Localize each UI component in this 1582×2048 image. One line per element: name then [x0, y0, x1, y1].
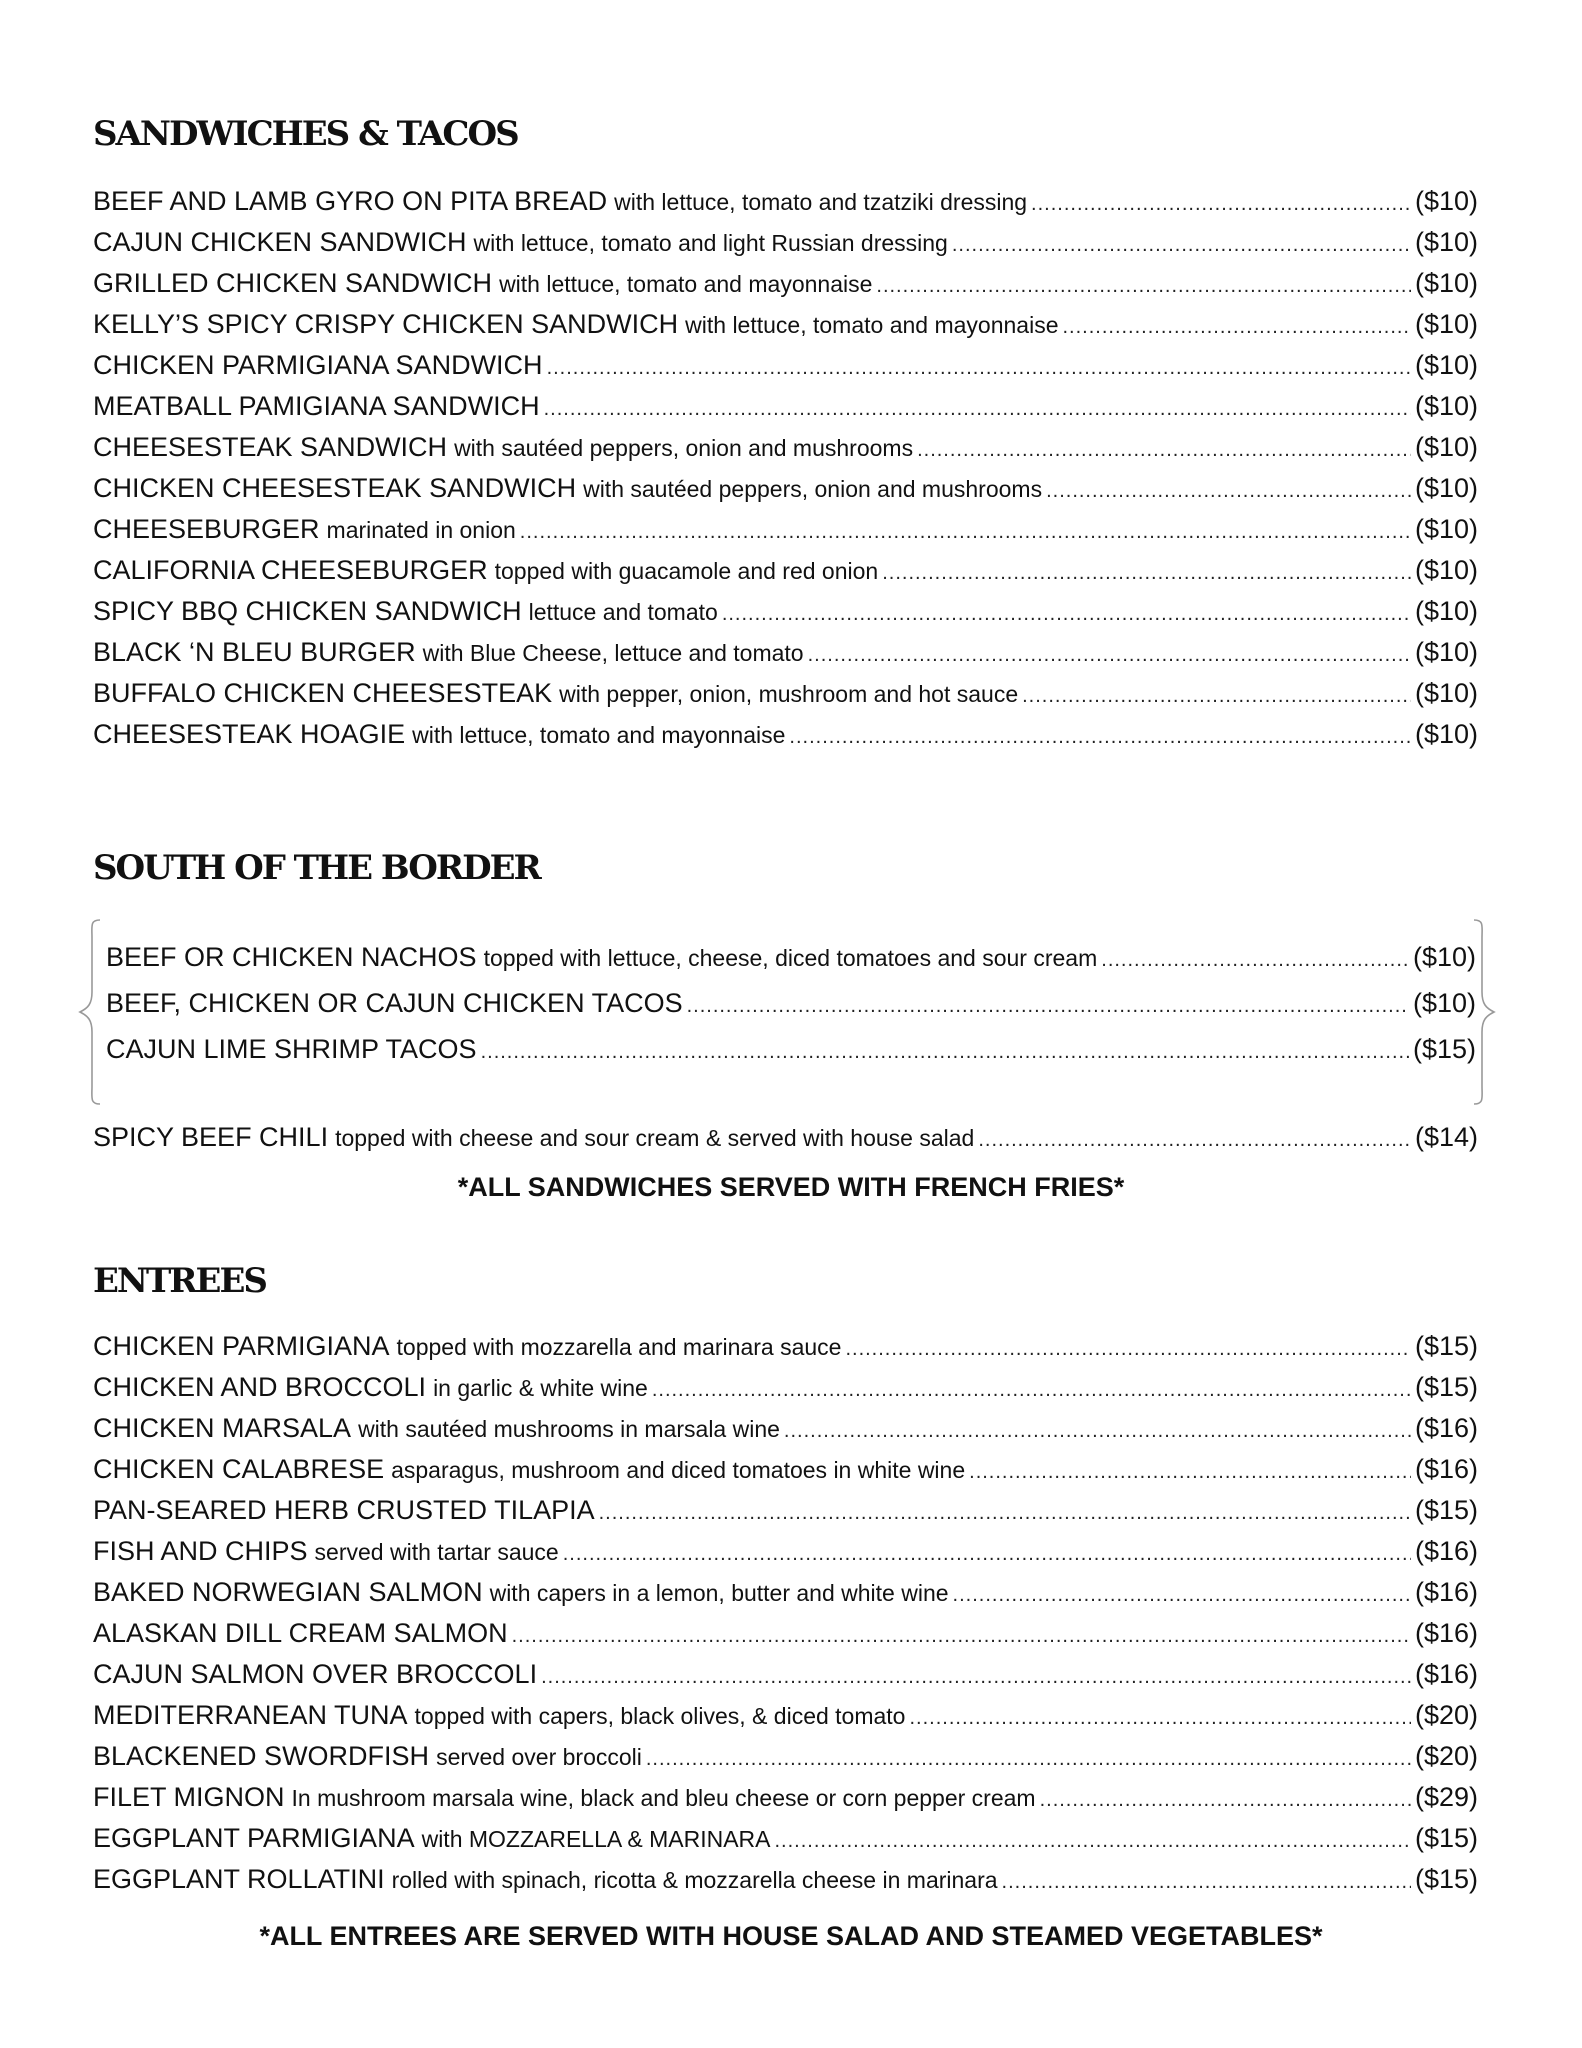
menu-item-name: CHICKEN CALABRESE: [93, 1454, 385, 1484]
chili-list: [93, 1122, 1478, 1163]
menu-item-name: CAJUN SALMON OVER BROCCOLI: [93, 1659, 538, 1689]
nachos-tacos-group: [78, 918, 1503, 1106]
menu-item-name: FISH AND CHIPS: [93, 1536, 308, 1566]
menu-item-name: CHICKEN CHEESESTEAK SANDWICH: [93, 473, 577, 503]
menu-item-description: marinated in onion: [326, 517, 516, 543]
menu-item-description: with capers in a lemon, butter and white wine: [489, 1580, 949, 1606]
menu-item: [93, 1331, 1478, 1372]
menu-item-name: CHICKEN MARSALA: [93, 1413, 352, 1443]
menu-item-name: BEEF AND LAMB GYRO ON PITA BREAD: [93, 186, 608, 216]
menu-item-name: CAJUN LIME SHRIMP TACOS: [106, 1034, 477, 1064]
menu-item-description: in garlic & white wine: [433, 1375, 648, 1401]
menu-item-description: topped with guacamole and red onion: [494, 558, 879, 584]
menu-item: [106, 988, 1476, 1034]
dot-leader: [953, 1584, 1411, 1607]
menu-item: [93, 1700, 1478, 1741]
menu-item: [93, 1577, 1478, 1618]
menu-item: [93, 1782, 1478, 1823]
dot-leader: [909, 1707, 1410, 1730]
dot-leader: [952, 234, 1411, 257]
menu-item-price: ($10): [1414, 432, 1478, 462]
menu-item-name: BAKED NORWEGIAN SALMON: [93, 1577, 483, 1607]
menu-item-name: CHEESEBURGER: [93, 514, 320, 544]
menu-item-price: ($10): [1414, 596, 1478, 626]
dot-leader: [789, 726, 1411, 749]
menu-item-name: CHICKEN PARMIGIANA: [93, 1331, 390, 1361]
dot-leader: [808, 644, 1411, 667]
menu-item-name: CALIFORNIA CHEESEBURGER: [93, 555, 488, 585]
menu-item-price: ($10): [1414, 678, 1478, 708]
dot-leader: [1040, 1789, 1411, 1812]
dot-leader: [784, 1420, 1411, 1443]
menu-item-name: BLACKENED SWORDFISH: [93, 1741, 430, 1771]
menu-item-price: ($15): [1414, 1495, 1478, 1525]
menu-item-name: CHEESESTEAK HOAGIE: [93, 719, 406, 749]
dot-leader: [687, 995, 1409, 1018]
dot-leader: [563, 1543, 1411, 1566]
dot-leader: [978, 1129, 1411, 1152]
menu-item-name: CHICKEN PARMIGIANA SANDWICH: [93, 350, 543, 380]
dot-leader: [1101, 949, 1409, 972]
menu-item-description: served with tartar sauce: [314, 1539, 559, 1565]
menu-item: [93, 432, 1478, 473]
dot-leader: [544, 398, 1411, 421]
menu-item-price: ($10): [1414, 309, 1478, 339]
menu-item-description: asparagus, mushroom and diced tomatoes in white wine: [391, 1457, 966, 1483]
menu-item-price: ($16): [1414, 1454, 1478, 1484]
menu-item-name: BEEF OR CHICKEN NACHOS: [106, 942, 477, 972]
menu-item: [93, 309, 1478, 350]
menu-item: [93, 1495, 1478, 1536]
menu-item-description: with lettuce, tomato and light Russian dressing: [473, 230, 948, 256]
dot-leader: [481, 1041, 1409, 1064]
menu-item: [106, 942, 1476, 988]
menu-item-price: ($15): [1414, 1823, 1478, 1853]
menu-item-name: MEATBALL PAMIGIANA SANDWICH: [93, 391, 540, 421]
menu-item-price: ($10): [1414, 719, 1478, 749]
menu-item-description: with sautéed peppers, onion and mushrooms: [454, 435, 914, 461]
menu-item-name: CHICKEN AND BROCCOLI: [93, 1372, 427, 1402]
dot-leader: [1031, 193, 1411, 216]
menu-item: [93, 268, 1478, 309]
dot-leader: [599, 1502, 1411, 1525]
menu-item-price: ($10): [1414, 268, 1478, 298]
menu-item: [93, 1659, 1478, 1700]
menu-item-name: BUFFALO CHICKEN CHEESESTEAK: [93, 678, 553, 708]
menu-item-name: GRILLED CHICKEN SANDWICH: [93, 268, 493, 298]
menu-item: [93, 555, 1478, 596]
dot-leader: [882, 562, 1411, 585]
menu-item-description: with sautéed mushrooms in marsala wine: [358, 1416, 780, 1442]
menu-item-description: In mushroom marsala wine, black and bleu cheese or corn pepper cream: [291, 1785, 1036, 1811]
menu-item-description: with lettuce, tomato and mayonnaise: [499, 271, 873, 297]
menu-item-name: SPICY BEEF CHILI: [93, 1122, 329, 1152]
dot-leader: [520, 521, 1411, 544]
menu-item-price: ($15): [1412, 1034, 1476, 1064]
menu-item: [93, 1864, 1478, 1905]
menu-item-price: ($16): [1414, 1413, 1478, 1443]
dot-leader: [652, 1379, 1411, 1402]
menu-item-price: ($10): [1414, 473, 1478, 503]
menu-item: [93, 350, 1478, 391]
menu-item-description: with Blue Cheese, lettuce and tomato: [422, 640, 804, 666]
menu-item: [93, 1413, 1478, 1454]
menu-item-name: MEDITERRANEAN TUNA: [93, 1700, 408, 1730]
menu-item-description: with lettuce, tomato and mayonnaise: [412, 722, 786, 748]
menu-item: [93, 1618, 1478, 1659]
menu-item: [93, 473, 1478, 514]
menu-item-price: ($10): [1414, 350, 1478, 380]
menu-item-price: ($16): [1414, 1536, 1478, 1566]
dot-leader: [646, 1748, 1411, 1771]
menu-item: [93, 1122, 1478, 1163]
menu-item-price: ($10): [1414, 186, 1478, 216]
dot-leader: [541, 1666, 1411, 1689]
sandwiches-list: [93, 186, 1478, 760]
menu-item-description: lettuce and tomato: [528, 599, 718, 625]
entrees-list: [93, 1331, 1478, 1905]
menu-item-description: with pepper, onion, mushroom and hot sauce: [559, 681, 1019, 707]
menu-item-description: rolled with spinach, ricotta & mozzarella cheese in marinara: [391, 1867, 998, 1893]
menu-item: [93, 186, 1478, 227]
dot-leader: [775, 1830, 1411, 1853]
section-title-entrees: ENTREES: [93, 1261, 266, 1301]
menu-item-price: ($15): [1414, 1331, 1478, 1361]
entrees-note: *ALL ENTREES ARE SERVED WITH HOUSE SALAD AND STEAMED VEGETABLES*: [259, 1921, 1323, 1951]
menu-item: [93, 719, 1478, 760]
menu-item-description: topped with mozzarella and marinara sauce: [396, 1334, 842, 1360]
menu-item: [93, 514, 1478, 555]
dot-leader: [845, 1338, 1411, 1361]
menu-item-price: ($16): [1414, 1618, 1478, 1648]
section-title-sandwiches: SANDWICHES & TACOS: [93, 114, 518, 154]
dot-leader: [876, 275, 1411, 298]
sandwiches-note: *ALL SANDWICHES SERVED WITH FRENCH FRIES*: [457, 1172, 1125, 1202]
menu-item-price: ($15): [1414, 1864, 1478, 1894]
menu-item-description: with MOZZARELLA & MARINARA: [421, 1826, 771, 1852]
menu-item-price: ($20): [1414, 1741, 1478, 1771]
menu-item-name: PAN-SEARED HERB CRUSTED TILAPIA: [93, 1495, 595, 1525]
menu-item: [93, 227, 1478, 268]
menu-item-description: topped with lettuce, cheese, diced tomatoes and sour cream: [483, 945, 1098, 971]
menu-item-name: EGGPLANT PARMIGIANA: [93, 1823, 415, 1853]
menu-item-price: ($10): [1414, 391, 1478, 421]
menu-item: [93, 678, 1478, 719]
menu-item-name: FILET MIGNON: [93, 1782, 285, 1812]
dot-leader: [1002, 1871, 1411, 1894]
menu-item: [93, 1372, 1478, 1413]
menu-item-price: ($29): [1414, 1782, 1478, 1812]
menu-item: [93, 391, 1478, 432]
menu-item-description: with lettuce, tomato and mayonnaise: [685, 312, 1059, 338]
menu-item-price: ($10): [1414, 555, 1478, 585]
south-of-border-list: [106, 942, 1476, 1080]
menu-item-description: with sautéed peppers, onion and mushrooms: [583, 476, 1043, 502]
menu-item-price: ($14): [1414, 1122, 1478, 1152]
dot-leader: [512, 1625, 1411, 1648]
dot-leader: [1022, 685, 1411, 708]
menu-item-name: BLACK ‘N BLEU BURGER: [93, 637, 416, 667]
section-title-south-of-border: SOUTH OF THE BORDER: [93, 848, 540, 888]
menu-item-description: served over broccoli: [436, 1744, 642, 1770]
dot-leader: [969, 1461, 1411, 1484]
menu-item-price: ($10): [1412, 988, 1476, 1018]
dot-leader: [1062, 316, 1410, 339]
menu-item: [93, 1823, 1478, 1864]
menu-item: [106, 1034, 1476, 1080]
menu-item-name: ALASKAN DILL CREAM SALMON: [93, 1618, 508, 1648]
menu-item-name: CAJUN CHICKEN SANDWICH: [93, 227, 467, 257]
menu-item-name: KELLY’S SPICY CRISPY CHICKEN SANDWICH: [93, 309, 679, 339]
menu-item-price: ($20): [1414, 1700, 1478, 1730]
menu-item-price: ($10): [1414, 637, 1478, 667]
menu-item: [93, 596, 1478, 637]
menu-item-price: ($10): [1414, 227, 1478, 257]
menu-item-price: ($15): [1414, 1372, 1478, 1402]
menu-item: [93, 637, 1478, 678]
menu-item: [93, 1741, 1478, 1782]
menu-item: [93, 1454, 1478, 1495]
menu-item-description: topped with cheese and sour cream & served with house salad: [335, 1125, 975, 1151]
dot-leader: [722, 603, 1411, 626]
menu-item-price: ($16): [1414, 1659, 1478, 1689]
menu-item: [93, 1536, 1478, 1577]
dot-leader: [547, 357, 1411, 380]
menu-item-name: EGGPLANT ROLLATINI: [93, 1864, 385, 1894]
dot-leader: [1046, 480, 1411, 503]
dot-leader: [917, 439, 1411, 462]
menu-item-description: topped with capers, black olives, & diced tomato: [414, 1703, 906, 1729]
menu-item-price: ($10): [1412, 942, 1476, 972]
menu-item-name: SPICY BBQ CHICKEN SANDWICH: [93, 596, 522, 626]
menu-item-name: BEEF, CHICKEN OR CAJUN CHICKEN TACOS: [106, 988, 683, 1018]
menu-item-price: ($10): [1414, 514, 1478, 544]
menu-item-name: CHEESESTEAK SANDWICH: [93, 432, 448, 462]
menu-item-price: ($16): [1414, 1577, 1478, 1607]
menu-item-description: with lettuce, tomato and tzatziki dressing: [614, 189, 1028, 215]
